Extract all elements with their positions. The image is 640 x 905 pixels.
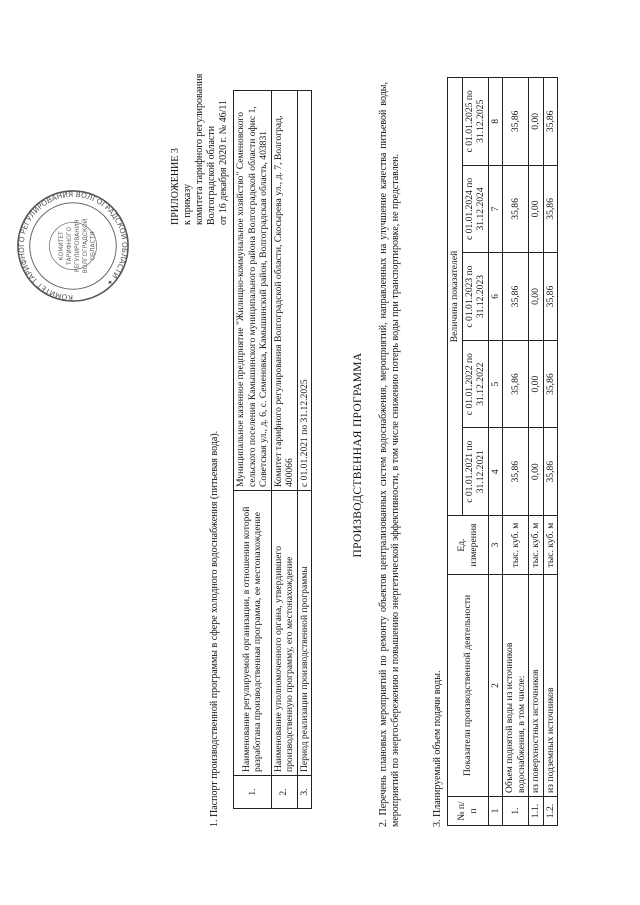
row-indicator: из поверхностных источников (529, 575, 544, 797)
svg-text:ТАРИФНОГО: ТАРИФНОГО (67, 227, 74, 265)
row-value: 35,86 (543, 340, 558, 428)
col-header-period: с 01.01.2021 по 31.12.2021 (462, 428, 488, 516)
svg-text:ВОЛГОГРАДСКОЙ: ВОЛГОГРАДСКОЙ (82, 218, 89, 274)
table-header-row (448, 78, 463, 826)
row-value: 0,00 (529, 340, 544, 428)
section-3-heading: 3. Планируемый объем подачи воды. (432, 670, 443, 827)
col-header-values-group: Величина показателей (448, 78, 463, 516)
table-row (297, 91, 312, 809)
column-number: 1 (488, 797, 503, 826)
svg-text:ОБЛАСТИ: ОБЛАСТИ (90, 231, 97, 261)
row-value: 35,86 (503, 165, 529, 253)
column-number: 5 (488, 340, 503, 428)
row-label: Наименование уполномоченного органа, утвердившего производственную программу, его местонахождение (271, 491, 297, 776)
column-number: 3 (488, 516, 503, 575)
table-row (503, 78, 529, 826)
row-unit: тыс. куб. м (529, 516, 544, 575)
col-header-num: № п/п (448, 797, 489, 826)
row-value: 35,86 (503, 78, 529, 166)
passport-table (233, 90, 312, 809)
row-value: 35,86 (543, 78, 558, 166)
table-row (529, 78, 544, 826)
row-indicator: из подземных источников (543, 575, 558, 797)
appendix-label: ПРИЛОЖЕНИЕ 3 (170, 148, 181, 225)
row-number: 1.2. (543, 797, 558, 826)
column-number: 2 (488, 575, 503, 797)
section-2-text: 2. Перечень плановых мероприятий по ремонту объектов централизованных систем водоснабжения, мероприятий, направленных на улучшение качества питьевой воды, мероприятий по энергосбережению и повышению энергетической эффективности, в том числе снижению потерь воды при транспортировке, не представлен. (378, 82, 401, 827)
table-row (543, 78, 558, 826)
column-number: 8 (488, 78, 503, 166)
row-value: Комитет тарифного регулирования Волгоградской области, Скосырева ул., д. 7, Волгоград, 400066 (271, 91, 297, 491)
committee-name: комитета тарифного регулирования (194, 73, 205, 225)
row-number: 3. (297, 776, 312, 809)
order-date-number: от 16 декабря 2020 г. № 46/11 (218, 99, 229, 225)
svg-text:РЕГУЛИРОВАНИЯ: РЕГУЛИРОВАНИЯ (74, 219, 81, 273)
section-1-heading: 1. Паспорт производственной программы в сфере холодного водоснабжения (питьевая вода). (209, 430, 220, 827)
row-unit: тыс. куб. м (503, 516, 529, 575)
row-label: Период реализации производственной программы (297, 491, 312, 776)
row-number: 1.1. (529, 797, 544, 826)
svg-text:КОМИТЕТ ТАРИФНОГО РЕГУЛИРОВАНИ: КОМИТЕТ ТАРИФНОГО РЕГУЛИРОВАНИЯ ВОЛГОГРАДСКОЙ ОБЛАСТИ ✦ (16, 189, 130, 303)
svg-text:КОМИТЕТ: КОМИТЕТ (59, 231, 66, 261)
approval-block (170, 25, 230, 225)
row-label: Наименование регулируемой организации, в отношении которой разработана производственная программа, ее местонахождение (234, 491, 272, 776)
row-value: 0,00 (529, 78, 544, 166)
row-value: с 01.01.2021 по 31.12.2025 (297, 91, 312, 491)
col-header-unit: Ед. измерения (448, 516, 489, 575)
row-unit: тыс. куб. м (543, 516, 558, 575)
col-header-period: с 01.01.2023 по 31.12.2023 (462, 253, 488, 341)
table-row (234, 91, 272, 809)
column-number: 6 (488, 253, 503, 341)
col-header-indicator: Показатели производственной деятельности (448, 575, 489, 797)
table-row (271, 91, 297, 809)
region-name: Волгоградской области (206, 125, 217, 225)
col-header-period: с 01.01.2025 по 31.12.2025 (462, 78, 488, 166)
col-header-period: с 01.01.2024 по 31.12.2024 (462, 165, 488, 253)
row-value: 35,86 (503, 428, 529, 516)
row-value: 35,86 (503, 253, 529, 341)
row-value: Муниципальное казенное предприятие "Жилищно-коммунальное хозяйство" Семеновского сельского поселения Камышинского муниципального района Волгоградской области офис 1, Советская ул., д. 6, с. Семеновка, Камышинский район, Волгоградская область, 403831 (234, 91, 272, 491)
row-value: 0,00 (529, 428, 544, 516)
row-value: 35,86 (503, 340, 529, 428)
column-number: 7 (488, 165, 503, 253)
page-title: ПРОИЗВОДСТВЕННАЯ ПРОГРАММА (352, 352, 364, 558)
row-value: 35,86 (543, 428, 558, 516)
order-reference: к приказу (182, 184, 193, 225)
column-number: 4 (488, 428, 503, 516)
row-number: 2. (271, 776, 297, 809)
row-value: 0,00 (529, 253, 544, 341)
row-value: 35,86 (543, 253, 558, 341)
row-value: 35,86 (543, 165, 558, 253)
row-number: 1. (234, 776, 272, 809)
column-number-row (488, 78, 503, 826)
row-value: 0,00 (529, 165, 544, 253)
water-volume-table (447, 77, 558, 826)
row-indicator: Объем поднятой воды из источников водоснабжения, в том числе: (503, 575, 529, 797)
row-number: 1. (503, 797, 529, 826)
col-header-period: с 01.01.2022 по 31.12.2022 (462, 340, 488, 428)
official-seal-icon (14, 187, 132, 305)
